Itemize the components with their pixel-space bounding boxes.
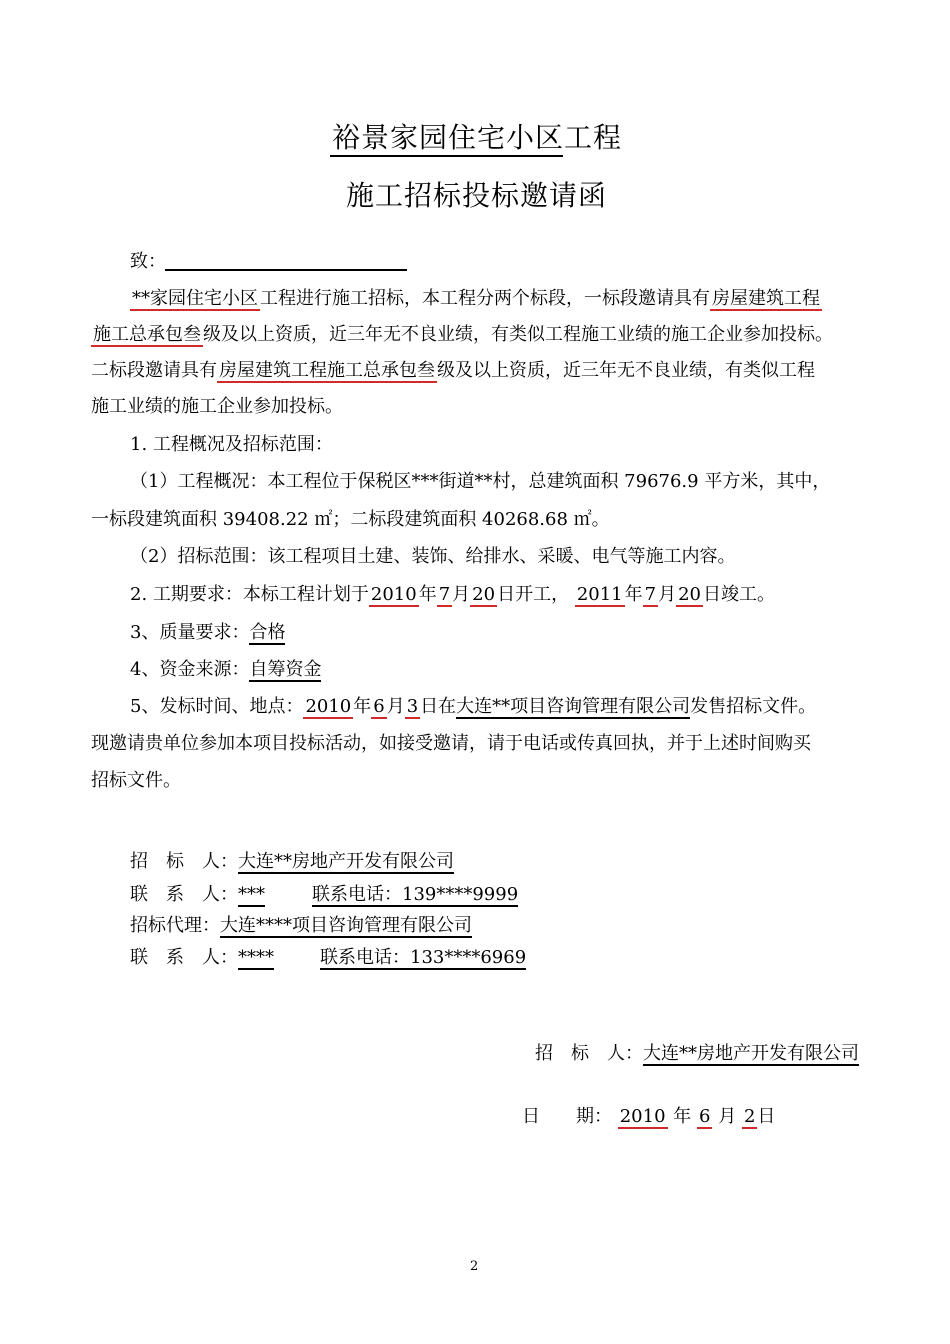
invitation-line-3: 招标文件。 bbox=[91, 770, 181, 791]
signature-tenderer-line: 招 标 人：大连**房地产开发有限公司 bbox=[535, 1043, 859, 1064]
signature-year: 2010 bbox=[619, 1106, 666, 1127]
intro-line-3: 二标段邀请具有 房屋建筑工程施工总承包叁 级及以上资质，近三年无不良业绩，有类似工程 bbox=[91, 360, 815, 381]
project-name: **家园住宅小区 bbox=[132, 288, 258, 309]
end-day: 20 bbox=[678, 584, 701, 605]
invitation-line-2: 现邀请贵单位参加本项目投标活动，如接受邀请，请于电话或传真回执，并于上述时间购买 bbox=[91, 733, 811, 754]
funding-value: 自筹资金 bbox=[249, 659, 322, 680]
funding-line: 4、资金来源：自筹资金 bbox=[130, 659, 322, 680]
start-year: 2010 bbox=[370, 584, 417, 605]
section1-heading: 1. 工程概况及招标范围： bbox=[130, 434, 333, 455]
contact2-line: 联 系 人：**** bbox=[130, 947, 274, 968]
signature-month: 6 bbox=[699, 1106, 711, 1127]
overview-line-2: 一标段建筑面积 39408.22 ㎡；二标段建筑面积 40268.68 ㎡。 bbox=[91, 509, 610, 530]
contact1-name: *** bbox=[238, 884, 265, 905]
contact2-name: **** bbox=[238, 947, 274, 968]
intro-line-2: 施工总承包叁 级及以上资质，近三年无不良业绩，有类似工程施工业绩的施工企业参加投标。 bbox=[93, 324, 833, 345]
issue-day: 3 bbox=[406, 696, 419, 717]
title-line-1: 裕景家园住宅小区工程 bbox=[332, 121, 623, 154]
signature-date-line: 日 期： 2010 年 6 月 2 日 bbox=[522, 1106, 776, 1127]
start-month: 7 bbox=[438, 584, 451, 605]
title-line-2: 施工招标投标邀请函 bbox=[346, 179, 608, 212]
issue-year: 2010 bbox=[305, 696, 352, 717]
addressee-blank-line bbox=[165, 269, 407, 271]
intro-line-1: **家园住宅小区 工程进行施工招标，本工程分两个标段，一标段邀请具有 房屋建筑工程 bbox=[132, 288, 820, 309]
end-month: 7 bbox=[644, 584, 657, 605]
schedule-line: 2. 工期要求：本标工程计划于 2010 年 7 月 20 日开工， 2011 年 7 月 20 日竣工。 bbox=[130, 584, 775, 605]
overview-line-1: （1）工程概况：本工程位于保税区***街道**村，总建筑面积 79676.9 平方米，其中， bbox=[130, 471, 831, 492]
issue-month: 6 bbox=[373, 696, 385, 717]
start-day: 20 bbox=[472, 584, 496, 605]
tenderer-name: 大连**房地产开发有限公司 bbox=[238, 851, 454, 872]
intro-line-4: 施工业绩的施工企业参加投标。 bbox=[91, 396, 343, 417]
agent-name: 大连****项目咨询管理有限公司 bbox=[220, 915, 472, 936]
page-number: 2 bbox=[470, 1259, 479, 1274]
issue-place: 大连**项目咨询管理有限公司 bbox=[456, 696, 691, 717]
contact1-line: 联 系 人：*** bbox=[130, 884, 265, 905]
end-year: 2011 bbox=[576, 584, 623, 605]
scope-line: （2）招标范围：该工程项目土建、装饰、给排水、采暖、电气等施工内容。 bbox=[130, 546, 736, 567]
qualification-1a: 房屋建筑工程 bbox=[712, 288, 820, 309]
qualification-1b: 施工总承包叁 bbox=[93, 324, 201, 345]
title-underline bbox=[330, 155, 563, 157]
phone2-number: 133****6969 bbox=[410, 947, 527, 968]
agent-line: 招标代理：大连****项目咨询管理有限公司 bbox=[130, 915, 472, 936]
phone1-number: 139****9999 bbox=[402, 884, 519, 905]
phone1-line: 联系电话：139****9999 bbox=[312, 884, 519, 905]
tenderer-line: 招 标 人：大连**房地产开发有限公司 bbox=[130, 851, 454, 872]
signature-day: 2 bbox=[743, 1106, 756, 1127]
quality-value: 合格 bbox=[249, 622, 286, 643]
qualification-2: 房屋建筑工程施工总承包叁 bbox=[219, 360, 435, 381]
quality-line: 3、质量要求：合格 bbox=[130, 622, 286, 643]
issue-line: 5、发标时间、地点： 2010 年 6 月 3 日在大连**项目咨询管理有限公司发售招标文件。 bbox=[130, 696, 817, 717]
addressee-label: 致： bbox=[130, 251, 166, 272]
signature-tenderer-name: 大连**房地产开发有限公司 bbox=[643, 1043, 859, 1064]
phone2-line: 联系电话：133****6969 bbox=[320, 947, 527, 968]
